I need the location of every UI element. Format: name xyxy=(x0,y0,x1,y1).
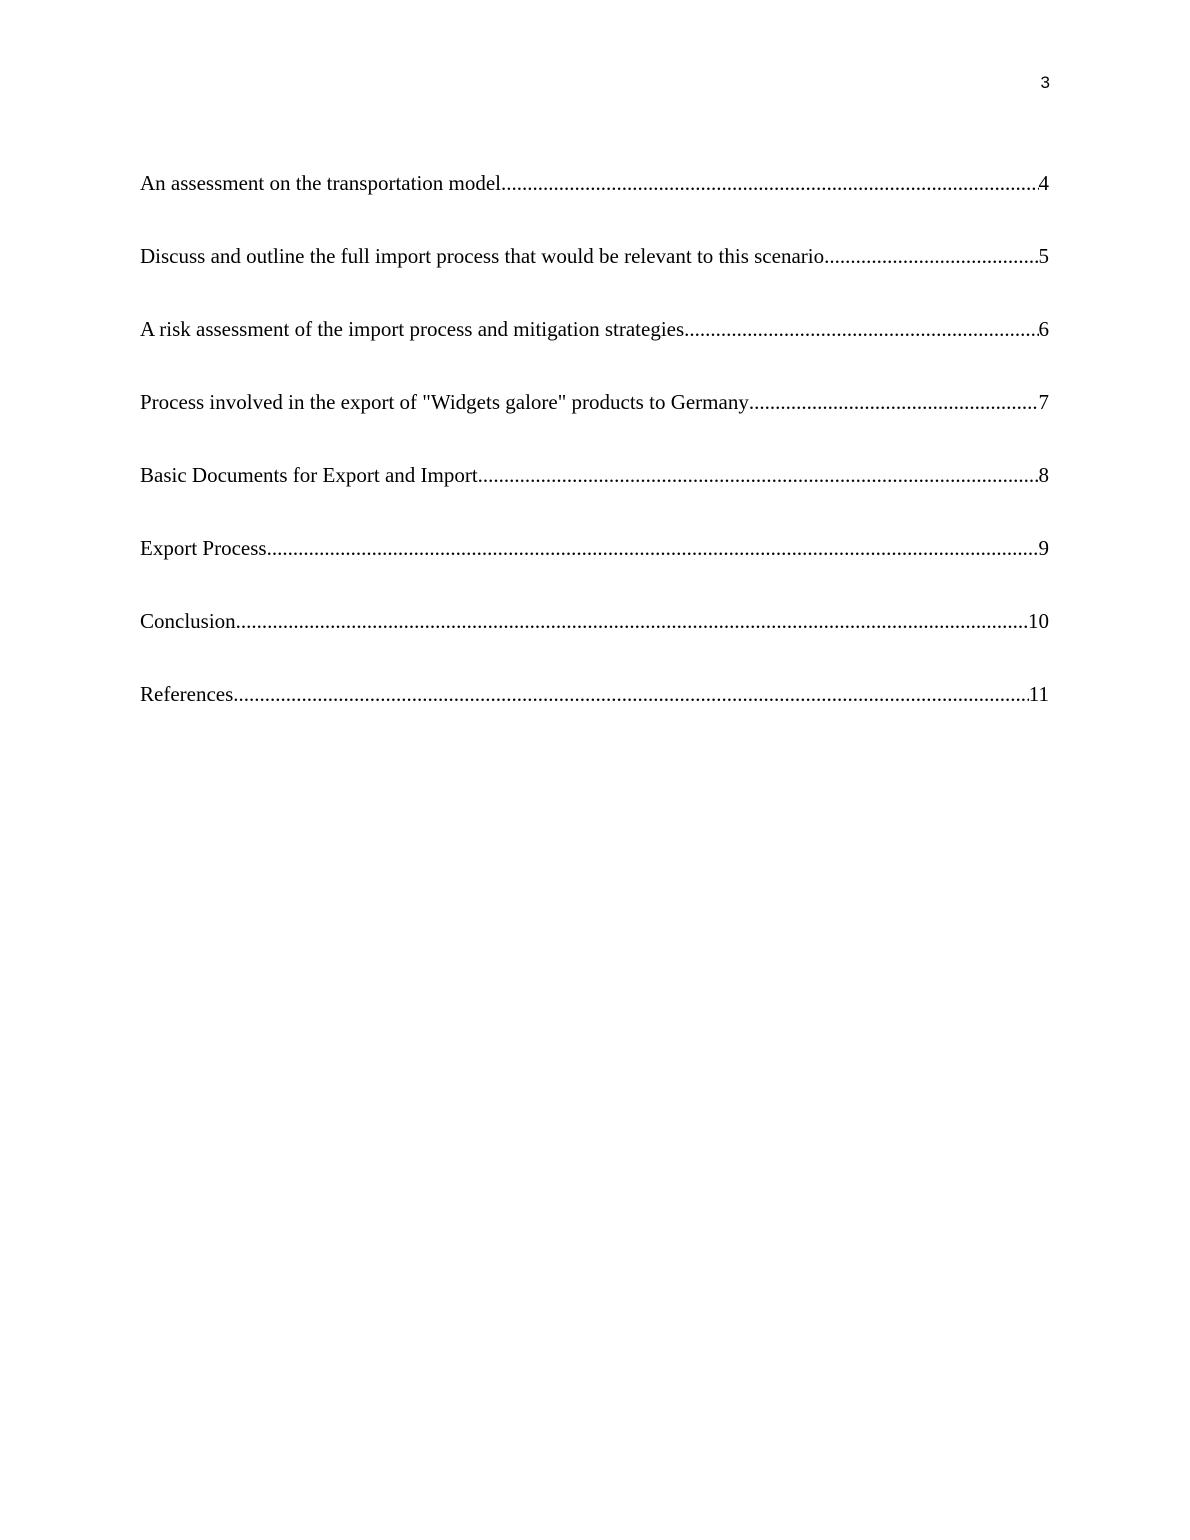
toc-dot-leader xyxy=(684,314,1038,344)
toc-entry-page: 4 xyxy=(1038,171,1049,195)
toc-entry-title: References xyxy=(140,682,234,706)
toc-entry-page: 5 xyxy=(1038,244,1049,268)
toc-entry-title: Discuss and outline the full import process that would be relevant to this scenario xyxy=(140,244,825,268)
toc-dot-leader xyxy=(267,533,1039,563)
toc-dot-leader xyxy=(478,460,1039,490)
toc-entry[interactable] xyxy=(140,679,1049,752)
table-of-contents xyxy=(140,168,1049,752)
toc-entry-page: 6 xyxy=(1038,317,1049,341)
toc-entry-page: 10 xyxy=(1028,609,1049,633)
toc-dot-leader xyxy=(749,387,1039,417)
page-number: 3 xyxy=(1040,73,1050,92)
toc-entry[interactable] xyxy=(140,241,1049,314)
toc-entry[interactable] xyxy=(140,168,1049,241)
toc-entry-page: 9 xyxy=(1038,536,1049,560)
toc-dot-leader xyxy=(501,168,1038,198)
toc-entry[interactable] xyxy=(140,387,1049,460)
toc-entry[interactable] xyxy=(140,606,1049,679)
toc-entry[interactable] xyxy=(140,533,1049,606)
toc-entry[interactable] xyxy=(140,314,1049,387)
toc-entry-title: A risk assessment of the import process and mitigation strategies xyxy=(140,317,685,341)
toc-entry-title: Basic Documents for Export and Import xyxy=(140,463,478,487)
toc-entry-title: Conclusion xyxy=(140,609,236,633)
toc-dot-leader xyxy=(233,679,1028,709)
toc-entry-page: 8 xyxy=(1038,463,1049,487)
toc-entry-title: Export Process xyxy=(140,536,267,560)
toc-entry-page: 7 xyxy=(1038,390,1049,414)
toc-entry[interactable] xyxy=(140,460,1049,533)
toc-entry-title: An assessment on the transportation model xyxy=(140,171,502,195)
toc-entry-title: Process involved in the export of "Widgets galore" products to Germany xyxy=(140,390,749,414)
toc-dot-leader xyxy=(236,606,1028,636)
toc-entry-page: 11 xyxy=(1028,682,1049,706)
toc-dot-leader xyxy=(824,241,1038,271)
